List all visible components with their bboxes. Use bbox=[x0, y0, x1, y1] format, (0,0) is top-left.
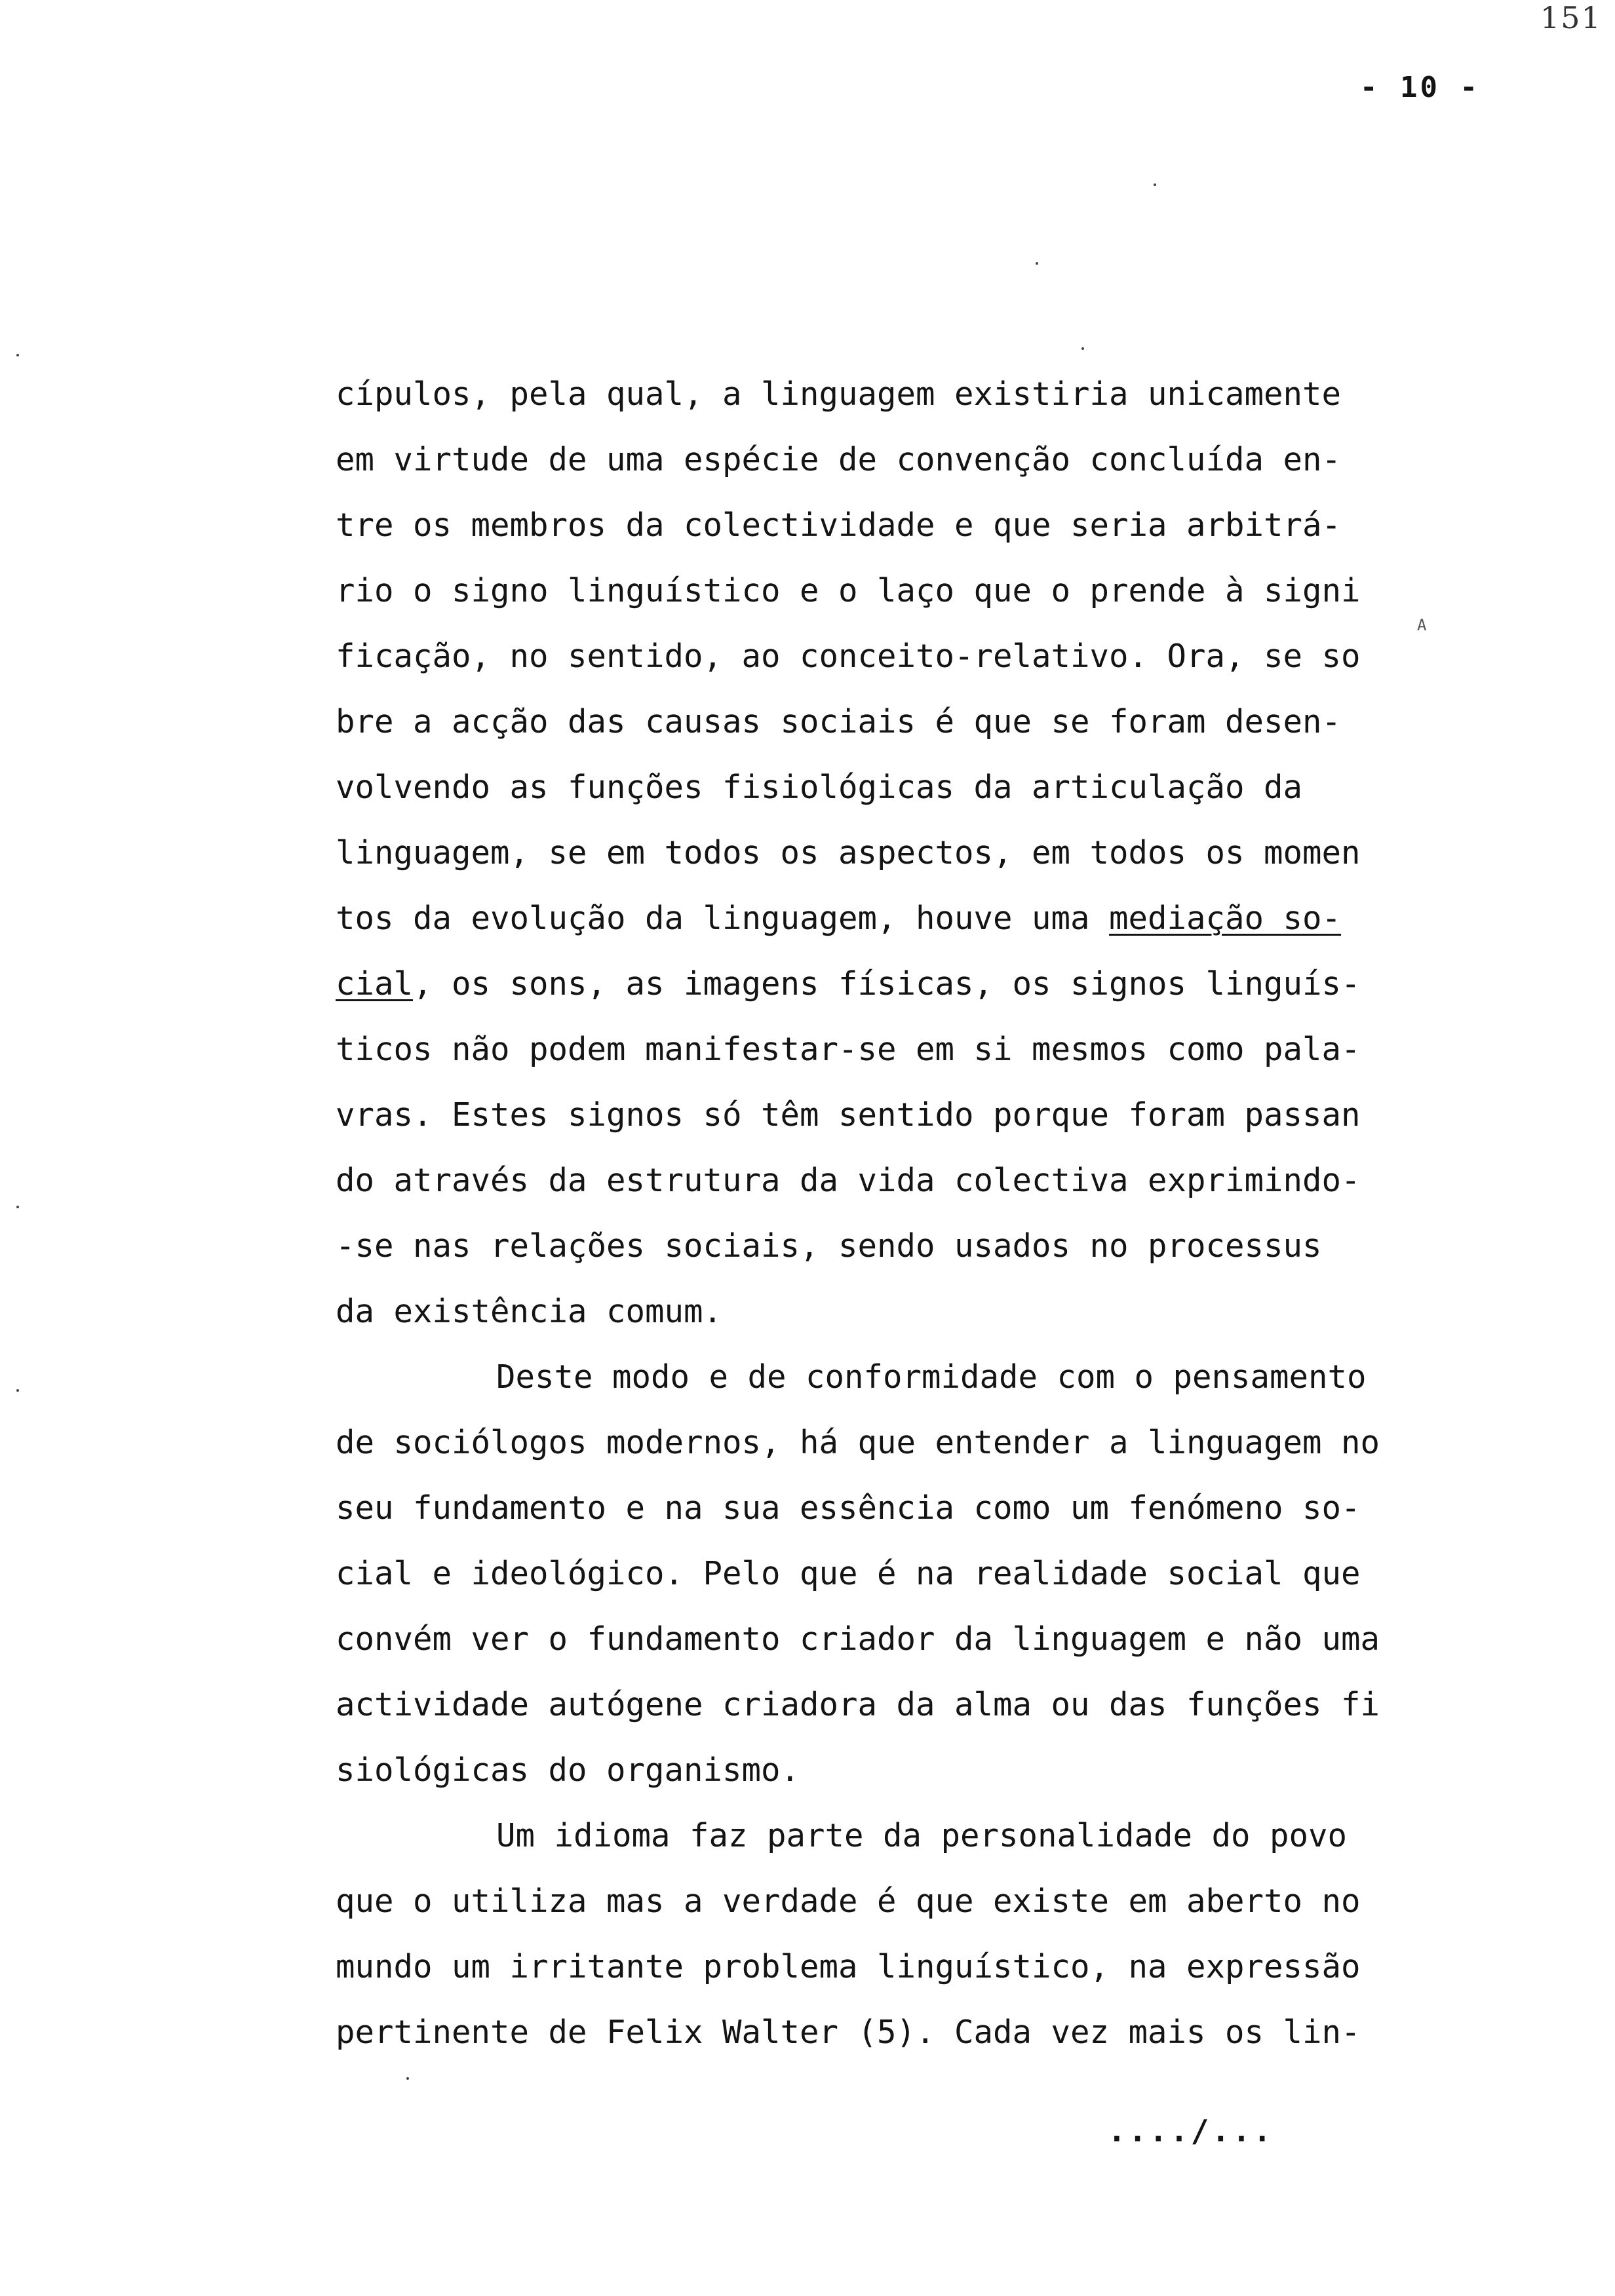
scan-speck bbox=[1154, 183, 1156, 186]
margin-mark: A bbox=[1417, 616, 1427, 634]
text-line bbox=[336, 886, 1437, 951]
text-line: -se nas relações sociais, sendo usados no processus bbox=[336, 1227, 1322, 1265]
handwritten-folio-number: 151 bbox=[1540, 0, 1602, 35]
scan-speck bbox=[16, 354, 19, 356]
text-line: que o utiliza mas a verdade é que existe em aberto no bbox=[336, 1883, 1361, 1920]
scan-speck bbox=[16, 1206, 19, 1208]
text-line: em virtude de uma espécie de convenção concluída en- bbox=[336, 441, 1342, 478]
paragraph bbox=[336, 362, 1437, 1345]
text-line: pertinente de Felix Walter (5). Cada vez mais os lin- bbox=[336, 2014, 1361, 2051]
underlined-phrase: mediação so- bbox=[1109, 900, 1342, 937]
paragraph bbox=[336, 1345, 1437, 1803]
text-line: Deste modo e de conformidade com o pensamento bbox=[496, 1358, 1367, 1396]
text-line: mundo um irritante problema linguístico, na expressão bbox=[336, 1948, 1361, 1985]
text-line: linguagem, se em todos os aspectos, em todos os momen bbox=[336, 834, 1361, 871]
text-line: do através da estrutura da vida colectiva exprimindo- bbox=[336, 1162, 1361, 1199]
text-line: da existência comum. bbox=[336, 1293, 723, 1330]
text-line: Um idioma faz parte da personalidade do povo bbox=[496, 1817, 1348, 1854]
text-line: tre os membros da colectividade e que seria arbitrá- bbox=[336, 507, 1342, 544]
paragraph bbox=[336, 1803, 1437, 2065]
text-line: de sociólogos modernos, há que entender a linguagem no bbox=[336, 1424, 1380, 1461]
page-number: - 10 - bbox=[1360, 71, 1480, 104]
text-line: cípulos, pela qual, a linguagem existiria unicamente bbox=[336, 375, 1342, 413]
text-line: convém ver o fundamento criador da linguagem e não uma bbox=[336, 1620, 1380, 1658]
text-line: seu fundamento e na sua essência como um fenómeno so- bbox=[336, 1489, 1361, 1527]
text-line: rio o signo linguístico e o laço que o prende à signi bbox=[336, 572, 1361, 609]
scan-speck bbox=[1036, 262, 1038, 265]
text-line: ticos não podem manifestar-se em si mesmos como pala- bbox=[336, 1031, 1361, 1068]
text-line: ficação, no sentido, ao conceito-relativo. Ora, se so bbox=[336, 638, 1361, 675]
body-text bbox=[336, 362, 1437, 2065]
text-line bbox=[336, 951, 1437, 1017]
continuation-marker: ..../... bbox=[1108, 2113, 1274, 2149]
scan-speck bbox=[16, 1389, 19, 1392]
scan-speck bbox=[406, 2077, 409, 2080]
scan-speck bbox=[1081, 347, 1084, 350]
text-line: volvendo as funções fisiológicas da articulação da bbox=[336, 769, 1303, 806]
text-fragment: , os sons, as imagens físicas, os signos linguís- bbox=[413, 965, 1361, 1003]
underlined-phrase: cial bbox=[336, 965, 414, 1003]
text-line: cial e ideológico. Pelo que é na realidade social que bbox=[336, 1555, 1361, 1592]
text-fragment: tos da evolução da linguagem, houve uma bbox=[336, 900, 1110, 937]
text-line: siológicas do organismo. bbox=[336, 1751, 800, 1789]
text-line: actividade autógene criadora da alma ou das funções fi bbox=[336, 1686, 1380, 1723]
text-line: vras. Estes signos só têm sentido porque foram passan bbox=[336, 1096, 1361, 1134]
text-line: bre a acção das causas sociais é que se foram desen- bbox=[336, 703, 1342, 740]
